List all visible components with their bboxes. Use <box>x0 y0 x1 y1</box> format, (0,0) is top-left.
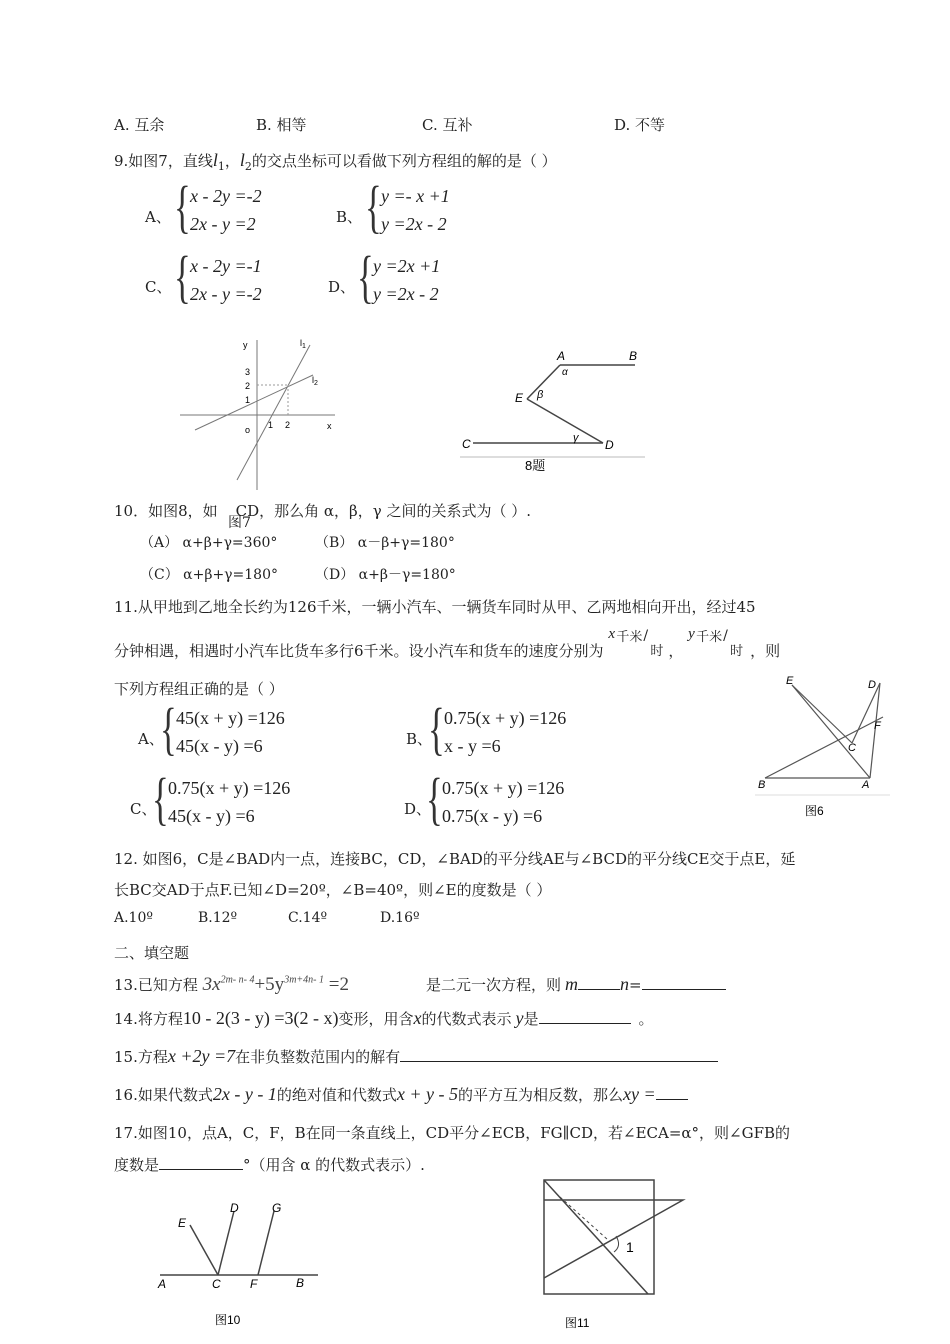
figure-11 <box>530 1172 700 1337</box>
fig7-ytick-3: 3 <box>245 367 251 377</box>
q11-option-b-system: { 0.75(x + y) =126 x - y =6 <box>428 696 567 761</box>
q17-line-1: 17.如图10，点A，C，F，B在同一条直线上，CD平分∠ECB，FG∥CD，若∠ECA=α°，则∠GFB的 <box>114 1124 791 1142</box>
fig8-point-e: E <box>515 391 524 405</box>
q11-line-3: 下列方程组正确的是（ ） <box>114 680 284 698</box>
fig7-origin: o <box>245 425 251 435</box>
q12-option-a: A.10º <box>114 910 153 926</box>
fig7-caption: 图7 <box>228 515 251 531</box>
q12-option-d: D.16º <box>380 910 420 926</box>
q12-line-1: 12. 如图6，C是∠BAD内一点，连接BC，CD，∠BAD的平分线AE与∠BCD的平分线CE交于点E，延 <box>114 850 796 868</box>
fig10-point-f: F <box>250 1277 258 1291</box>
q10-stem: 10．如图8，如 CD，那么角 α，β，γ 之间的关系式为（ ）. <box>114 502 531 520</box>
q9-option-b-system: { y =- x +1 y =2x - 2 <box>365 174 450 239</box>
q8-option-a: A. 互余 <box>114 116 165 134</box>
fig8-point-d: D <box>605 438 614 452</box>
fig6-point-b: B <box>758 779 766 791</box>
q11-option-a-system: { 45(x + y) =126 45(x - y) =6 <box>160 696 285 761</box>
fig8-point-c: C <box>462 437 471 451</box>
fig6-point-a: A <box>862 779 870 791</box>
fig6-point-e: E <box>786 675 794 687</box>
q8-option-d: D. 不等 <box>614 116 666 134</box>
q9-option-c-system: { x - 2y =-1 2x - y =-2 <box>174 244 262 309</box>
fig7-xtick-2: 2 <box>285 420 291 430</box>
fig10-point-d: D <box>230 1201 239 1215</box>
q8-option-b: B. 相等 <box>256 116 307 134</box>
q11-option-d-system: { 0.75(x + y) =126 0.75(x - y) =6 <box>426 766 565 831</box>
figure-8 <box>455 345 650 475</box>
fig6-point-d: D <box>868 679 876 691</box>
q8-option-c: C. 互补 <box>422 116 473 134</box>
fig8-caption: 8题 <box>525 458 546 473</box>
q13: 13.已知方程 $3x^{2m- n- 4}+5y^{3m+4n- 1} =2$ <box>114 974 349 995</box>
fig7-l2-label: $l_2$ <box>312 375 318 387</box>
q11-option-b-label: B、 <box>406 730 433 748</box>
figure-7 <box>175 335 345 495</box>
fig6-point-c: C <box>848 742 856 754</box>
fig8-angle-gamma: γ <box>573 432 579 444</box>
q9-option-d-system: { y =2x +1 y =2x - 2 <box>357 244 441 309</box>
q17-line-2: 度数是 °（用含 α 的代数式表示）. <box>114 1156 425 1174</box>
q10-option-a: （A） α+β+γ=360° <box>140 535 278 551</box>
fig7-line-2 <box>195 375 313 430</box>
q10-option-d: （D） α+β－γ=180° <box>315 567 456 583</box>
q12-line-2: 长BC交AD于点F.已知∠D=20º，∠B=40º，则∠E的度数是（ ） <box>114 881 552 899</box>
figure-10 <box>150 1195 330 1335</box>
q13-answer: 是二元一次方程，则 m n= <box>426 974 726 995</box>
fig10-caption: 图10 <box>215 1313 241 1327</box>
q11-unit-x: x 千米 / 时 <box>608 626 664 659</box>
figure-6 <box>750 675 895 825</box>
q16: 16.如果代数式2x - y - 1的绝对值和代数式x + y - 5的平方互为相反数，那么xy = <box>114 1084 688 1105</box>
q11-option-a-label: A、 <box>138 730 164 748</box>
fig11-angle-1: 1 <box>626 1239 634 1255</box>
fig7-l1-label: $l_1$ <box>300 338 306 350</box>
fig11-caption: 图11 <box>565 1316 590 1330</box>
q15: 15.方程x +2y =7在非负整数范围内的解有 <box>114 1046 718 1067</box>
q9-option-b-label: B、 <box>336 208 363 226</box>
q9-option-a-label: A、 <box>145 208 171 226</box>
fig7-ytick-2: 2 <box>245 381 251 391</box>
fig7-x-label: x <box>327 421 332 431</box>
q11-line-2: 分钟相遇，相遇时小汽车比货车多行6千米。设小汽车和货车的速度分别为 x 千米 / 时 ， y 千米 / 时 ，则 <box>114 626 781 660</box>
q12-option-c: C.14º <box>288 910 328 926</box>
fig8-point-a: A <box>557 349 566 363</box>
fig10-point-c: C <box>212 1277 221 1291</box>
fig8-point-b: B <box>629 349 638 363</box>
q14: 14.将方程10 - 2(3 - y) =3(2 - x)变形，用含x的代数式表示 y是 。 <box>114 1008 654 1028</box>
q9-option-a-system: { x - 2y =-2 2x - y =2 <box>174 174 262 239</box>
q9-option-d-label: D、 <box>328 278 356 296</box>
fig8-angle-beta: β <box>537 389 544 401</box>
fig7-line-1 <box>237 345 310 480</box>
q11-option-c-label: C、 <box>130 800 157 818</box>
fig10-point-b: B <box>296 1276 305 1290</box>
fig7-y-label: y <box>243 340 248 350</box>
fig10-point-a: A <box>158 1277 167 1291</box>
q11-option-d-label: D、 <box>404 800 432 818</box>
section-2-heading: 二、填空题 <box>114 944 190 962</box>
fig8-angle-alpha: α <box>562 367 568 378</box>
q11-unit-y: y 千米 / 时 <box>688 626 744 659</box>
fig6-point-f: F <box>874 720 881 732</box>
fig10-point-e: E <box>178 1216 187 1230</box>
q12-option-b: B.12º <box>198 910 238 926</box>
q9-stem: 9.如图7，直线$l_1$，$l_2$的交点坐标可以看做下列方程组的解的是（ ） <box>114 150 557 173</box>
fig6-caption: 图6 <box>805 804 824 818</box>
q10-option-c: （C） α+β+γ=180° <box>140 567 278 583</box>
fig7-xtick-1: 1 <box>268 420 274 430</box>
q9-option-c-label: C、 <box>145 278 172 296</box>
fig10-point-g: G <box>272 1201 282 1215</box>
q10-option-b: （B） α－β+γ=180° <box>315 535 455 551</box>
q11-line-1: 11.从甲地到乙地全长约为126千米，一辆小汽车、一辆货车同时从甲、乙两地相向开出，经过45 <box>114 598 756 616</box>
fig7-ytick-1: 1 <box>245 395 251 405</box>
q11-option-c-system: { 0.75(x + y) =126 45(x - y) =6 <box>152 766 291 831</box>
